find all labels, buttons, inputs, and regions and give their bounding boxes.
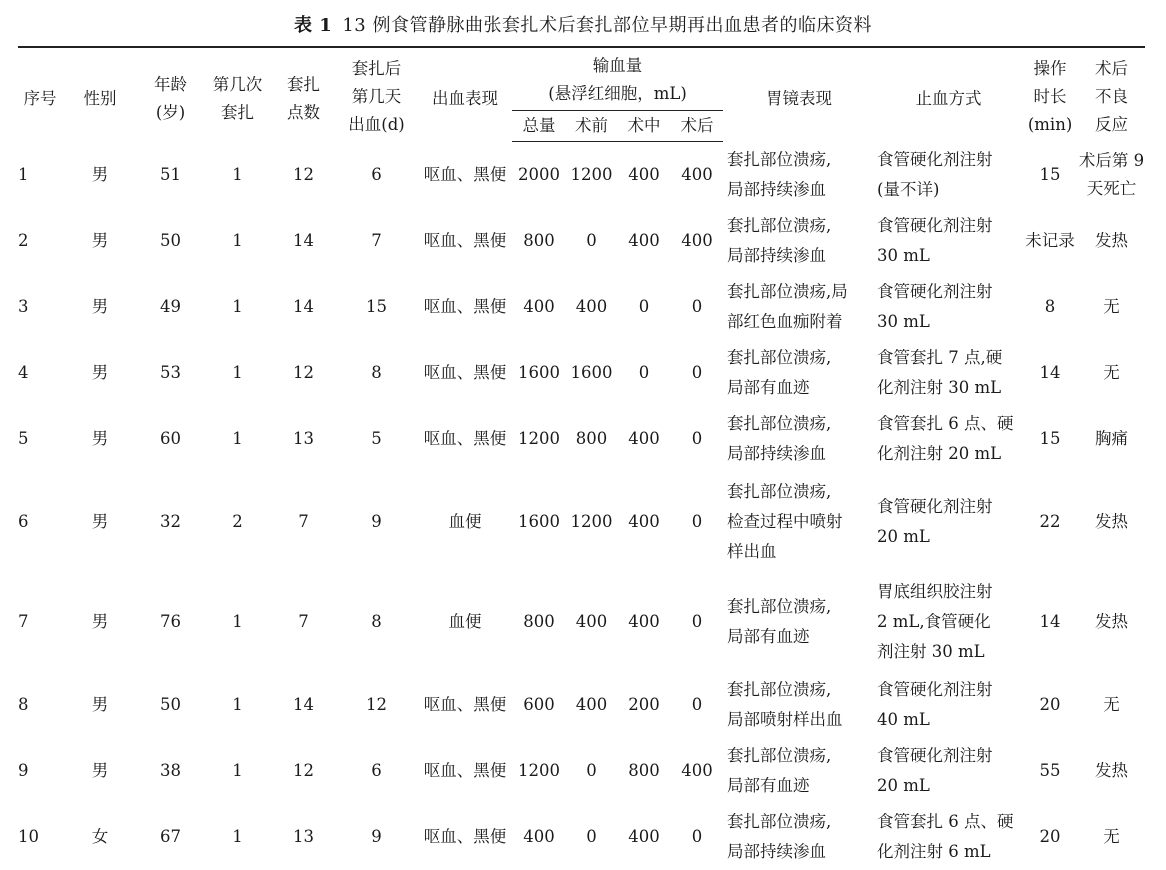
cell-endoscopy-line-2: 局部有血迹 — [727, 626, 810, 646]
cell-seq: 6 — [18, 511, 29, 531]
cell-endoscopy-line-2: 部红色血痂附着 — [727, 311, 843, 331]
cell-points: 12 — [293, 362, 314, 382]
cell-age: 60 — [160, 428, 181, 448]
table-title: 13 例食管静脉曲张套扎术后套扎部位早期再出血患者的临床资料 — [342, 15, 872, 36]
cell-bleed: 呕血、黑便 — [423, 296, 507, 316]
cell-age: 67 — [160, 826, 181, 846]
header-total: 总量 — [522, 116, 556, 135]
cell-total: 1600 — [518, 362, 560, 382]
table-row — [18, 804, 1145, 870]
cell-optime: 8 — [1044, 296, 1056, 316]
cell-total: 800 — [523, 230, 555, 250]
header-points: 套扎 — [287, 74, 320, 94]
cell-endoscopy-line-2: 检查过程中喷射 — [727, 511, 843, 531]
table-row — [18, 142, 1145, 208]
cell-pre: 0 — [586, 826, 597, 846]
clinical-data-table — [18, 46, 1145, 870]
cell-age: 53 — [160, 362, 181, 382]
cell-hemostasis-line-2: 2 mL,食管硬化 — [877, 611, 991, 631]
cell-optime: 20 — [1039, 694, 1061, 714]
cell-post: 0 — [691, 362, 703, 382]
cell-endoscopy-line-1: 套扎部位溃疡,局 — [727, 281, 848, 301]
header-transfusion-unit: (悬浮红细胞，mL) — [548, 84, 687, 103]
cell-post: 400 — [681, 164, 713, 184]
cell-bleed: 呕血、黑便 — [423, 230, 507, 250]
header-day: 套扎后 — [351, 58, 402, 78]
cell-intra: 400 — [628, 826, 660, 846]
cell-nth: 1 — [232, 164, 243, 184]
cell-optime: 15 — [1039, 164, 1061, 184]
cell-bleed: 血便 — [448, 611, 482, 631]
cell-adverse-line-1: 无 — [1103, 694, 1120, 714]
cell-points: 14 — [293, 296, 314, 316]
cell-seq: 2 — [18, 230, 29, 250]
header-adverse-2: 不良 — [1095, 86, 1129, 106]
cell-sex: 男 — [91, 694, 109, 714]
header-day-2: 第几天 — [351, 86, 402, 106]
cell-bleed: 呕血、黑便 — [423, 760, 507, 780]
cell-endoscopy-line-2: 局部持续渗血 — [727, 245, 827, 265]
cell-adverse-line-1: 胸痛 — [1095, 428, 1129, 448]
cell-points: 12 — [293, 164, 314, 184]
cell-total: 1600 — [518, 511, 560, 531]
cell-bleed: 呕血、黑便 — [423, 428, 507, 448]
cell-points: 14 — [293, 230, 314, 250]
cell-adverse-line-1: 无 — [1103, 296, 1120, 316]
table-header — [18, 47, 1145, 142]
cell-sex: 女 — [91, 826, 109, 846]
cell-adverse-line-1: 发热 — [1095, 611, 1129, 631]
cell-points: 13 — [293, 428, 314, 448]
cell-points: 12 — [293, 760, 314, 780]
cell-hemostasis-line-2: 30 mL — [877, 311, 930, 331]
cell-nth: 1 — [232, 296, 243, 316]
table-caption — [0, 11, 1166, 37]
cell-seq: 4 — [18, 362, 29, 382]
cell-optime: 14 — [1039, 611, 1061, 631]
cell-age: 38 — [160, 760, 181, 780]
cell-hemostasis-line-1: 食管硬化剂注射 — [877, 496, 993, 516]
cell-endoscopy-line-2: 局部有血迹 — [727, 775, 810, 795]
cell-intra: 800 — [628, 760, 660, 780]
cell-pre: 0 — [586, 760, 597, 780]
cell-optime: 14 — [1039, 362, 1061, 382]
cell-hemostasis-line-3: 剂注射 30 mL — [877, 641, 985, 661]
cell-day: 9 — [371, 511, 382, 531]
cell-post: 0 — [691, 511, 703, 531]
cell-total: 400 — [523, 296, 555, 316]
cell-total: 1200 — [518, 760, 560, 780]
cell-hemostasis-line-2: 30 mL — [877, 245, 930, 265]
cell-endoscopy-line-1: 套扎部位溃疡, — [727, 745, 832, 765]
cell-endoscopy-line-1: 套扎部位溃疡, — [727, 481, 832, 501]
cell-adverse-line-1: 无 — [1103, 826, 1120, 846]
cell-adverse-line-2: 天死亡 — [1086, 178, 1137, 198]
cell-day: 6 — [371, 760, 382, 780]
header-nth: 第几次 — [212, 74, 263, 94]
cell-points: 7 — [298, 611, 309, 631]
cell-intra: 0 — [638, 362, 650, 382]
cell-endoscopy-line-1: 套扎部位溃疡, — [727, 596, 832, 616]
cell-day: 8 — [371, 362, 382, 382]
cell-pre: 400 — [575, 611, 608, 631]
cell-post: 0 — [691, 428, 703, 448]
cell-intra: 400 — [628, 611, 660, 631]
table-row — [18, 738, 1145, 804]
cell-optime: 55 — [1039, 760, 1061, 780]
cell-sex: 男 — [91, 760, 109, 780]
cell-age: 49 — [160, 296, 181, 316]
cell-nth: 1 — [232, 428, 243, 448]
table-row — [18, 406, 1145, 472]
cell-adverse-line-1: 发热 — [1095, 760, 1129, 780]
cell-hemostasis-line-1: 食管硬化剂注射 — [877, 745, 993, 765]
cell-hemostasis-line-2: 化剂注射 20 mL — [877, 443, 1002, 463]
cell-sex: 男 — [91, 362, 109, 382]
header-day-3: 出血(d) — [348, 114, 405, 134]
cell-endoscopy-line-1: 套扎部位溃疡, — [727, 811, 832, 831]
cell-endoscopy-line-1: 套扎部位溃疡, — [727, 347, 832, 367]
cell-hemostasis-line-2: 40 mL — [877, 709, 930, 729]
cell-bleed: 呕血、黑便 — [423, 164, 507, 184]
cell-bleed: 呕血、黑便 — [423, 694, 507, 714]
cell-pre: 0 — [586, 230, 597, 250]
cell-total: 400 — [523, 826, 555, 846]
cell-endoscopy-line-2: 局部持续渗血 — [727, 841, 827, 861]
cell-day: 15 — [366, 296, 387, 316]
cell-seq: 9 — [18, 760, 29, 780]
cell-intra: 400 — [628, 230, 660, 250]
cell-seq: 1 — [18, 164, 29, 184]
cell-day: 12 — [366, 694, 387, 714]
cell-optime: 20 — [1039, 826, 1061, 846]
cell-endoscopy-line-2: 局部有血迹 — [727, 377, 810, 397]
cell-endoscopy-line-2: 局部喷射样出血 — [727, 709, 843, 729]
header-age: 年龄 — [154, 74, 187, 94]
cell-age: 76 — [160, 611, 181, 631]
cell-adverse-line-1: 术后第 9 — [1078, 150, 1145, 170]
cell-optime: 未记录 — [1025, 230, 1075, 250]
cell-sex: 男 — [91, 230, 109, 250]
cell-nth: 1 — [232, 694, 243, 714]
cell-endoscopy-line-1: 套扎部位溃疡, — [727, 149, 832, 169]
cell-hemostasis-line-1: 食管硬化剂注射 — [877, 281, 993, 301]
cell-intra: 200 — [628, 694, 660, 714]
header-transfusion: 输血量 — [592, 56, 643, 75]
cell-total: 600 — [523, 694, 555, 714]
cell-points: 13 — [293, 826, 314, 846]
header-optime: 操作 — [1033, 58, 1067, 78]
table-row — [18, 274, 1145, 340]
cell-adverse-line-1: 发热 — [1095, 511, 1129, 531]
cell-post: 0 — [691, 826, 703, 846]
cell-sex: 男 — [91, 611, 109, 631]
table-row — [18, 572, 1145, 672]
cell-sex: 男 — [91, 428, 109, 448]
cell-post: 0 — [691, 694, 703, 714]
cell-seq: 3 — [18, 296, 29, 316]
cell-nth: 2 — [232, 511, 243, 531]
header-bleed: 出血表现 — [432, 88, 498, 108]
cell-total: 800 — [523, 611, 555, 631]
cell-hemostasis-line-2: 化剂注射 30 mL — [877, 377, 1002, 397]
cell-pre: 1200 — [570, 511, 613, 531]
table-row — [18, 340, 1145, 406]
cell-nth: 1 — [232, 611, 243, 631]
cell-age: 32 — [160, 511, 181, 531]
cell-seq: 8 — [18, 694, 29, 714]
cell-hemostasis-line-1: 食管套扎 6 点、硬 — [877, 811, 1014, 831]
header-post: 术后 — [680, 116, 714, 135]
table-label: 表 1 — [294, 15, 333, 36]
cell-post: 0 — [691, 296, 703, 316]
cell-day: 5 — [371, 428, 382, 448]
header-pre: 术前 — [575, 116, 608, 135]
cell-day: 6 — [371, 164, 382, 184]
cell-pre: 400 — [575, 296, 608, 316]
table-body — [18, 142, 1145, 870]
cell-post: 400 — [681, 760, 713, 780]
header-adverse-3: 反应 — [1095, 114, 1129, 134]
table-row — [18, 208, 1145, 274]
header-adverse: 术后 — [1095, 58, 1129, 78]
cell-hemostasis-line-1: 食管硬化剂注射 — [877, 149, 993, 169]
cell-pre: 800 — [575, 428, 608, 448]
cell-endoscopy-line-1: 套扎部位溃疡, — [727, 215, 832, 235]
header-optime-2: 时长 — [1033, 86, 1067, 106]
header-intra: 术中 — [627, 116, 661, 135]
cell-age: 51 — [160, 164, 181, 184]
cell-points: 14 — [293, 694, 314, 714]
header-age-unit: (岁) — [155, 102, 186, 122]
cell-post: 400 — [681, 230, 713, 250]
cell-sex: 男 — [91, 296, 109, 316]
header-seq: 序号 — [23, 88, 57, 108]
cell-hemostasis-line-2: 20 mL — [877, 526, 930, 546]
cell-total: 2000 — [518, 164, 560, 184]
cell-day: 7 — [371, 230, 382, 250]
cell-nth: 1 — [232, 760, 243, 780]
header-optime-unit: (min) — [1027, 114, 1073, 134]
cell-seq: 5 — [18, 428, 29, 448]
cell-intra: 400 — [628, 428, 660, 448]
cell-age: 50 — [160, 230, 181, 250]
cell-post: 0 — [691, 611, 703, 631]
cell-bleed: 血便 — [448, 511, 482, 531]
cell-pre: 1200 — [570, 164, 613, 184]
cell-total: 1200 — [518, 428, 560, 448]
cell-optime: 22 — [1039, 511, 1061, 531]
cell-endoscopy-line-2: 局部持续渗血 — [727, 179, 827, 199]
header-sex: 性别 — [83, 88, 117, 108]
cell-hemostasis-line-2: (量不详) — [877, 179, 940, 199]
table-row — [18, 472, 1145, 572]
cell-seq: 7 — [18, 611, 29, 631]
header-points-2: 点数 — [287, 102, 320, 122]
cell-hemostasis-line-1: 食管硬化剂注射 — [877, 679, 993, 699]
cell-endoscopy-line-1: 套扎部位溃疡, — [727, 413, 832, 433]
cell-hemostasis-line-1: 食管套扎 6 点、硬 — [877, 413, 1014, 433]
cell-bleed: 呕血、黑便 — [423, 826, 507, 846]
cell-hemostasis-line-1: 食管硬化剂注射 — [877, 215, 993, 235]
cell-hemostasis-line-1: 食管套扎 7 点,硬 — [877, 347, 1003, 367]
cell-points: 7 — [298, 511, 309, 531]
cell-sex: 男 — [91, 511, 109, 531]
cell-endoscopy-line-3: 样出血 — [727, 541, 777, 561]
header-hemostasis: 止血方式 — [915, 88, 982, 108]
table-row — [18, 672, 1145, 738]
cell-adverse-line-1: 无 — [1103, 362, 1120, 382]
cell-pre: 1600 — [570, 362, 613, 382]
cell-day: 9 — [371, 826, 382, 846]
cell-seq: 10 — [18, 826, 39, 846]
cell-hemostasis-line-2: 20 mL — [877, 775, 930, 795]
cell-age: 50 — [160, 694, 181, 714]
cell-hemostasis-line-2: 化剂注射 6 mL — [877, 841, 991, 861]
cell-intra: 400 — [628, 511, 660, 531]
cell-pre: 400 — [575, 694, 608, 714]
header-endoscopy: 胃镜表现 — [766, 88, 833, 108]
cell-intra: 400 — [628, 164, 660, 184]
cell-nth: 1 — [232, 826, 243, 846]
cell-endoscopy-line-2: 局部持续渗血 — [727, 443, 827, 463]
cell-hemostasis-line-1: 胃底组织胶注射 — [877, 581, 993, 601]
cell-optime: 15 — [1039, 428, 1061, 448]
cell-sex: 男 — [91, 164, 109, 184]
cell-nth: 1 — [232, 362, 243, 382]
cell-bleed: 呕血、黑便 — [423, 362, 507, 382]
cell-nth: 1 — [232, 230, 243, 250]
cell-endoscopy-line-1: 套扎部位溃疡, — [727, 679, 832, 699]
cell-day: 8 — [371, 611, 382, 631]
cell-adverse-line-1: 发热 — [1095, 230, 1129, 250]
header-nth-2: 套扎 — [221, 102, 254, 122]
cell-intra: 0 — [638, 296, 650, 316]
